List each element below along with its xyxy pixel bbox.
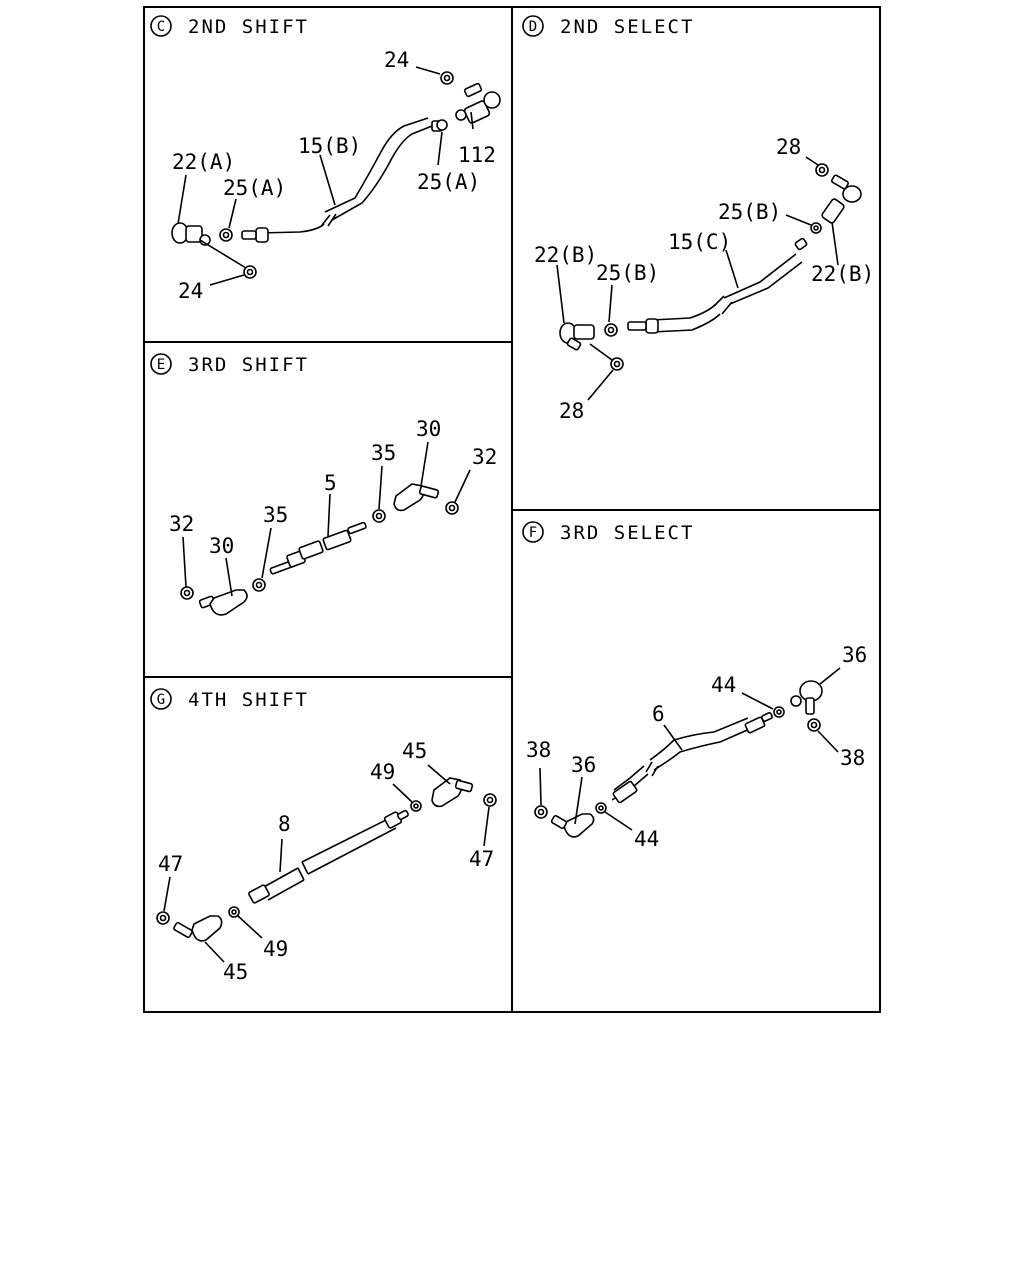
callout-label: 28 bbox=[776, 135, 802, 159]
callout-label: 47 bbox=[158, 852, 184, 876]
callout-label: 32 bbox=[472, 445, 498, 469]
panel-g-4th-shift bbox=[151, 689, 496, 984]
panel-g-title: 4TH SHIFT bbox=[188, 689, 309, 711]
panel-e-3rd-shift bbox=[151, 354, 497, 615]
callout-label: 15(C) bbox=[668, 230, 732, 254]
callout-label: 49 bbox=[263, 937, 289, 961]
callout-label: 25(A) bbox=[417, 170, 481, 194]
callout-label: 30 bbox=[209, 534, 235, 558]
panel-g-callouts bbox=[158, 739, 494, 984]
panel-d-header bbox=[523, 16, 694, 38]
callout-label: 28 bbox=[559, 399, 585, 423]
panel-f-header bbox=[523, 522, 694, 544]
callout-label: 25(B) bbox=[718, 200, 782, 224]
callout-label: 5 bbox=[324, 471, 337, 495]
callout-label: 49 bbox=[370, 760, 396, 784]
callout-label: 24 bbox=[384, 48, 410, 72]
callout-label: 8 bbox=[278, 812, 291, 836]
panel-d-letter: D bbox=[528, 19, 538, 35]
callout-label: 45 bbox=[402, 739, 428, 763]
panel-c-header bbox=[151, 16, 309, 38]
callout-label: 32 bbox=[169, 512, 195, 536]
callout-label: 6 bbox=[652, 702, 665, 726]
callout-label: 22(B) bbox=[534, 243, 598, 267]
panel-f-title: 3RD SELECT bbox=[560, 522, 695, 544]
panel-c-letter: C bbox=[156, 19, 166, 35]
callout-label: 36 bbox=[842, 643, 868, 667]
panel-e-header bbox=[151, 354, 309, 376]
callout-label: 36 bbox=[571, 753, 597, 777]
panel-d-callouts bbox=[534, 135, 874, 423]
callout-label: 25(A) bbox=[223, 176, 287, 200]
callout-label: 25(B) bbox=[596, 261, 660, 285]
callout-label: 30 bbox=[416, 417, 442, 441]
callout-label: 35 bbox=[263, 503, 289, 527]
diagram-frame bbox=[144, 7, 880, 1012]
panel-g-letter: G bbox=[156, 692, 166, 708]
panel-d-2nd-select bbox=[523, 16, 874, 423]
panel-c-callouts bbox=[172, 48, 496, 303]
callout-label: 35 bbox=[371, 441, 397, 465]
panel-g-header bbox=[151, 689, 309, 711]
panel-d-title: 2ND SELECT bbox=[560, 16, 695, 38]
panel-f-3rd-select bbox=[523, 522, 867, 851]
panel-c-title: 2ND SHIFT bbox=[188, 16, 309, 38]
callout-label: 44 bbox=[711, 673, 737, 697]
panel-e-letter: E bbox=[156, 357, 166, 373]
callout-label: 15(B) bbox=[298, 134, 362, 158]
callout-label: 112 bbox=[458, 143, 496, 167]
callout-label: 38 bbox=[840, 746, 866, 770]
callout-label: 22(B) bbox=[811, 262, 875, 286]
panel-g-parts bbox=[157, 778, 496, 941]
callout-label: 38 bbox=[526, 738, 552, 762]
panel-e-title: 3RD SHIFT bbox=[188, 354, 309, 376]
panel-c-2nd-shift bbox=[151, 16, 500, 303]
callout-label: 45 bbox=[223, 960, 249, 984]
panel-f-letter: F bbox=[528, 525, 538, 541]
panel-e-leaders bbox=[183, 442, 470, 596]
callout-label: 24 bbox=[178, 279, 204, 303]
callout-label: 22(A) bbox=[172, 150, 236, 174]
callout-label: 47 bbox=[469, 847, 495, 871]
callout-label: 44 bbox=[634, 827, 660, 851]
